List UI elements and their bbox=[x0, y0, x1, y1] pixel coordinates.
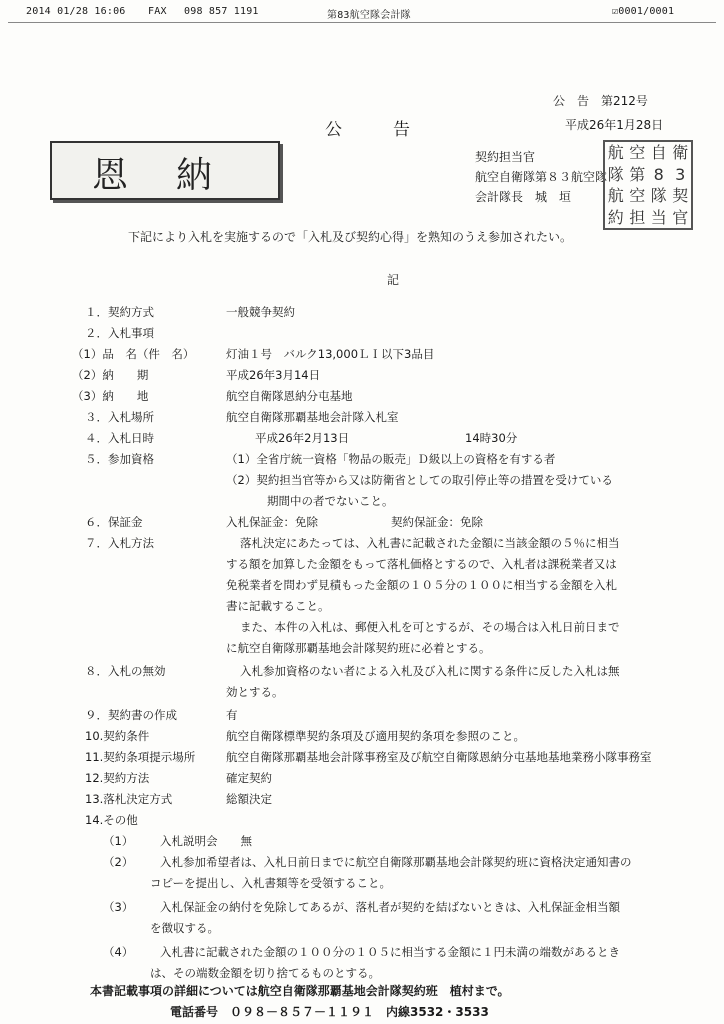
bid-method-line: また、本件の入札は、郵便入札を可とするが、その場合は入札日前日まで bbox=[240, 620, 620, 634]
contract-deposit: 契約保証金：免除 bbox=[391, 515, 483, 529]
item-label: 14.その他 bbox=[85, 813, 138, 827]
seal-char: 第 bbox=[629, 164, 646, 184]
item-label: 10.契約条件 bbox=[85, 729, 150, 743]
bid-method-line: に航空自衛隊那覇基地会計隊契約班に必着とする。 bbox=[226, 641, 491, 655]
intro-text: 下記により入札を実施するので「入札及び契約心得」を熟知のうえ参加されたい。 bbox=[128, 230, 573, 244]
other-text: コピーを提出し、入札書類等を受領すること。 bbox=[150, 876, 392, 890]
fax-label: FAX bbox=[148, 6, 167, 17]
item-time: 14時30分 bbox=[465, 431, 518, 445]
other-text: は、その端数金額を切り捨てるものとする。 bbox=[150, 966, 380, 980]
other-text: 入札保証金の納付を免除してあるが、落札者が契約を結ばないときは、入札保証金相当額 bbox=[160, 900, 620, 914]
item-label: ２．入札事項 bbox=[85, 326, 154, 340]
seal-char: 空 bbox=[629, 143, 646, 162]
other-text: を徴収する。 bbox=[150, 921, 219, 935]
item-value: 航空自衛隊恩納分屯基地 bbox=[226, 389, 353, 403]
other-text: 入札説明会 無 bbox=[160, 834, 252, 848]
item-label: ４．入札日時 bbox=[85, 431, 154, 445]
item-label: 11.契約条項提示場所 bbox=[85, 750, 196, 764]
seal-char: 当 bbox=[650, 207, 667, 227]
signatory-title: 契約担当官 bbox=[475, 150, 536, 164]
fax-sender: 第83航空隊会計隊 bbox=[327, 10, 411, 21]
other-text: 入札書に記載された金額の１００分の１０５に相当する金額に１円未満の端数があるとき bbox=[160, 945, 620, 959]
notice-number: 公 告 第212号 bbox=[553, 94, 648, 108]
seal-char: 担 bbox=[629, 207, 646, 227]
contact-phone: 電話番号 ０９８－８５７－１１９１ 内線3532・3533 bbox=[170, 1005, 489, 1019]
bid-deposit: 入札保証金：免除 bbox=[226, 515, 318, 529]
item-label: ５．参加資格 bbox=[85, 452, 154, 466]
item-value: 有 bbox=[226, 708, 238, 722]
item-label: ７．入札方法 bbox=[85, 536, 154, 550]
seal-char: 3 bbox=[675, 164, 686, 184]
item-value: 入札参加資格のない者による入札及び入札に関する条件に反した入札は無 bbox=[240, 664, 620, 678]
bid-method-line: 書に記載すること。 bbox=[226, 599, 330, 613]
fax-header-divider bbox=[8, 22, 716, 23]
seal-char: 8 bbox=[653, 164, 664, 184]
other-number: （2） bbox=[103, 855, 134, 869]
invalid-bid-line: 効とする。 bbox=[226, 685, 284, 699]
item-value: （1）全省庁統一資格「物品の販売」Ｄ級以上の資格を有する者 bbox=[226, 452, 556, 466]
seal-char: 航 bbox=[607, 186, 624, 205]
item-label: １．契約方式 bbox=[85, 305, 154, 319]
eligibility-line: （2）契約担当官等から又は防衛省としての取引停止等の措置を受けている bbox=[226, 473, 613, 487]
seal-char: 官 bbox=[672, 207, 689, 227]
other-number: （4） bbox=[103, 945, 134, 959]
item-value: 落札決定にあたっては、入札書に記載された金額に当該金額の５％に相当 bbox=[240, 536, 620, 550]
seal-char: 航 bbox=[607, 143, 624, 162]
item-value: 灯油１号 バルク13,000ＬＩ以下3品目 bbox=[226, 347, 435, 361]
seal-char: 約 bbox=[607, 207, 624, 227]
item-label: （3）納 地 bbox=[72, 389, 149, 403]
document-title: 公 告 bbox=[325, 120, 410, 140]
official-seal bbox=[603, 140, 693, 230]
item-label: 13.落札決定方式 bbox=[85, 792, 173, 806]
seal-char: 空 bbox=[629, 186, 646, 205]
bid-method-line: する額を加算した金額をもって落札価格とするので、入札者は課税業者又は bbox=[226, 557, 617, 571]
seal-char: 自 bbox=[650, 143, 667, 162]
stamp-text: 恩 納 bbox=[92, 155, 219, 196]
item-value: 航空自衛隊那覇基地会計隊事務室及び航空自衛隊恩納分屯基地基地業務小隊事務室 bbox=[226, 750, 652, 764]
other-number: （1） bbox=[103, 834, 134, 848]
seal-char: 契 bbox=[672, 186, 689, 205]
contact-info: 本書記載事項の詳細については航空自衛隊那覇基地会計隊契約班 植村まで。 bbox=[90, 984, 510, 998]
item-value: 平成26年3月14日 bbox=[226, 368, 321, 382]
item-label: ３．入札場所 bbox=[85, 410, 154, 424]
item-label: 12.契約方法 bbox=[85, 771, 150, 785]
location-stamp bbox=[50, 141, 280, 200]
ki-heading: 記 bbox=[387, 273, 400, 287]
fax-page-count: ☑0001/0001 bbox=[612, 6, 675, 17]
eligibility-line: 期間中の者でないこと。 bbox=[267, 494, 394, 508]
item-value: 総額決定 bbox=[226, 792, 272, 806]
bid-method-line: 免税業者を問わず見積もった金額の１０５分の１００に相当する金額を入札 bbox=[226, 578, 617, 592]
item-value: 一般競争契約 bbox=[226, 305, 295, 319]
item-label: ６．保証金 bbox=[85, 515, 143, 529]
item-label: （2）納 期 bbox=[72, 368, 149, 382]
signatory-name: 会計隊長 城 垣 bbox=[475, 190, 572, 204]
item-value: 航空自衛隊那覇基地会計隊入札室 bbox=[226, 410, 399, 424]
seal-char: 隊 bbox=[650, 186, 667, 205]
signatory-unit: 航空自衛隊第８３航空隊 bbox=[475, 170, 608, 184]
fax-timestamp: 2014 01/28 16:06 bbox=[26, 6, 126, 17]
item-label: ９．契約書の作成 bbox=[85, 708, 177, 722]
seal-char: 隊 bbox=[607, 164, 624, 184]
other-text: 入札参加希望者は、入札日前日までに航空自衛隊那覇基地会計隊契約班に資格決定通知書の bbox=[160, 855, 632, 869]
notice-date: 平成26年1月28日 bbox=[565, 118, 664, 132]
item-value: 確定契約 bbox=[226, 771, 272, 785]
item-label: ８．入札の無効 bbox=[85, 664, 166, 678]
item-value: 航空自衛隊標準契約条項及び適用契約条項を参照のこと。 bbox=[226, 729, 525, 743]
item-label: （1）品 名（件 名） bbox=[72, 347, 195, 361]
seal-char: 衛 bbox=[672, 143, 689, 162]
item-date: 平成26年2月13日 bbox=[255, 431, 350, 445]
fax-number: 098 857 1191 bbox=[184, 6, 259, 17]
other-number: （3） bbox=[103, 900, 134, 914]
